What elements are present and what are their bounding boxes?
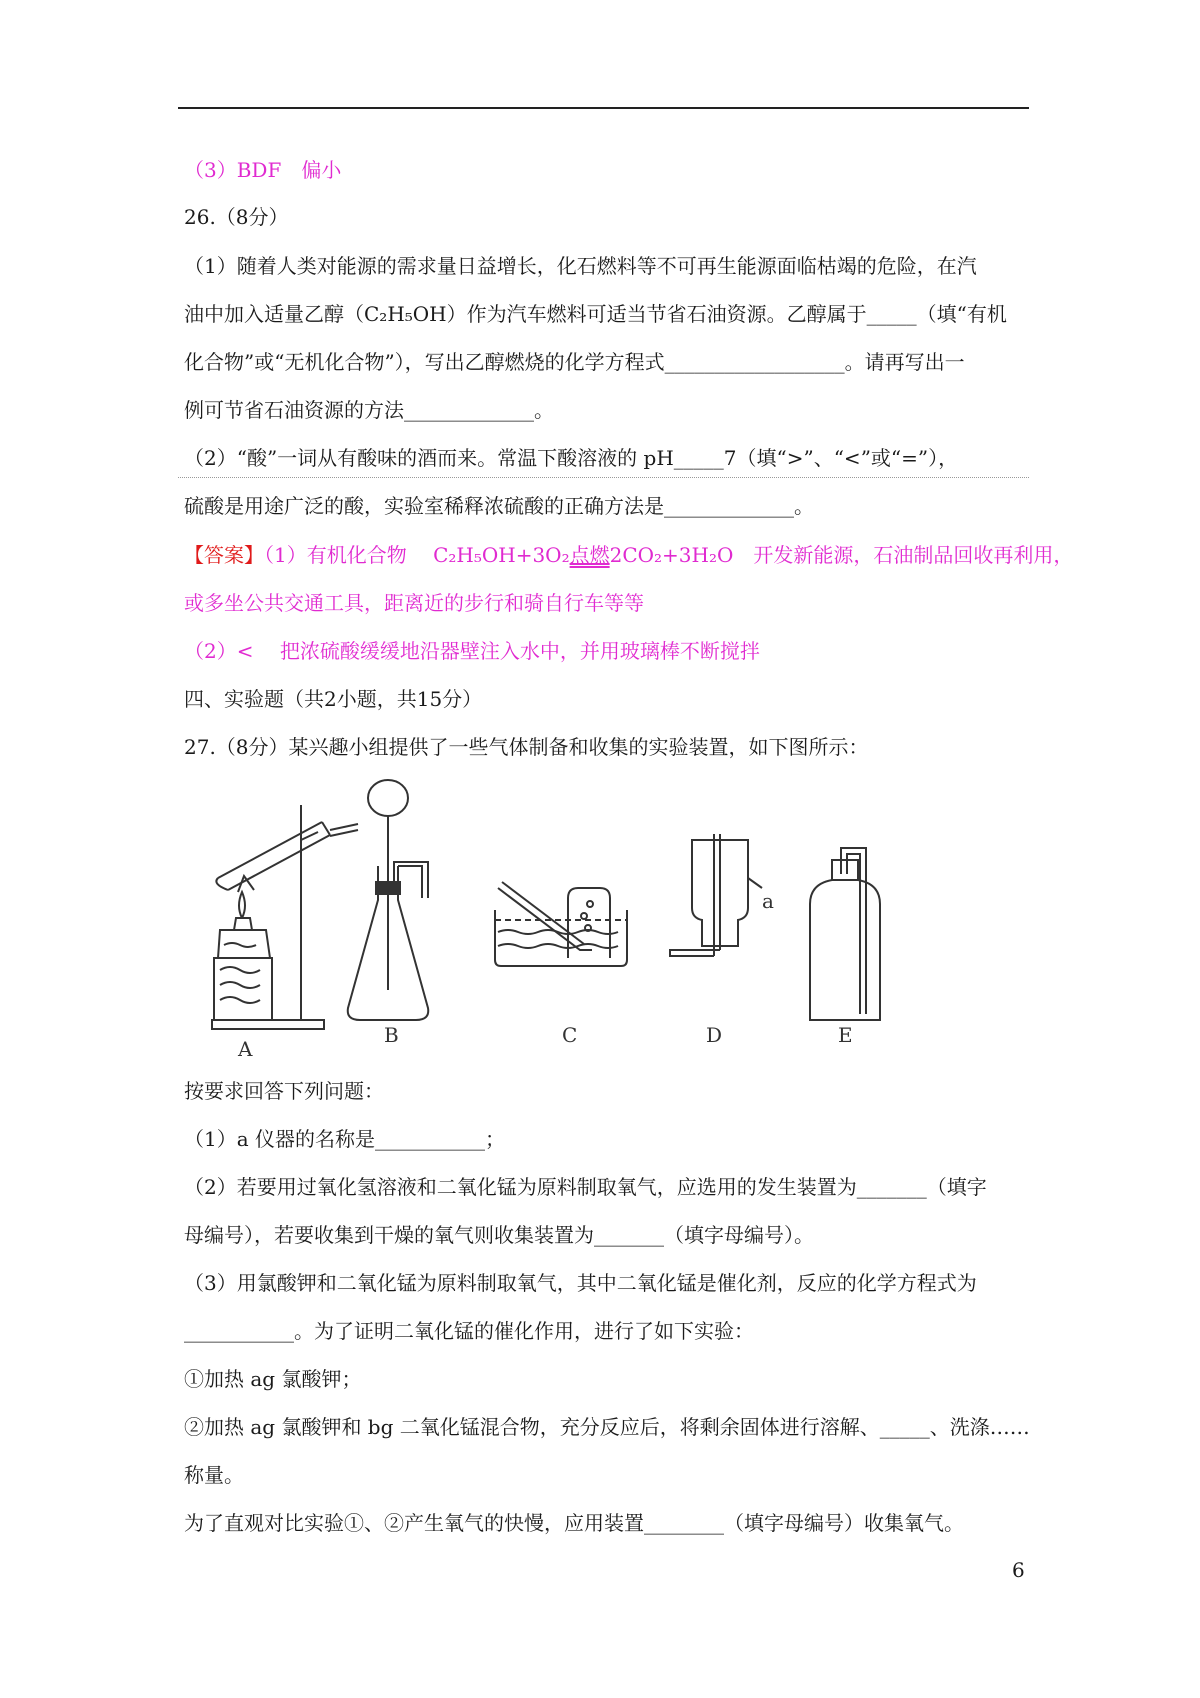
q27-compare: 为了直观对比实验①、②产生氧气的快慢，应用装置________（填字母编号）收集氧气。 — [184, 1511, 964, 1535]
q27-sub2-line2: 母编号），若要收集到干燥的氧气则收集装置为_______（填字母编号）。 — [184, 1223, 814, 1247]
apparatus-c — [495, 882, 627, 966]
reaction-condition: 点燃 — [569, 543, 610, 567]
figure-label-c: C — [562, 1023, 578, 1047]
apparatus-figure — [190, 770, 1030, 1060]
answer-1b: 2CO₂+3H₂O 开发新能源，石油制品回收再利用， — [609, 543, 1074, 567]
page-number: 6 — [1012, 1558, 1025, 1582]
figure-label-d: D — [706, 1023, 723, 1047]
q26-p1-line4: 例可节省石油资源的方法_____________。 — [184, 398, 554, 422]
q27-sub1: （1）a 仪器的名称是___________； — [184, 1127, 506, 1151]
figure-label-instrument-a: a — [762, 889, 774, 913]
answer-25-3: （3）BDF 偏小 — [184, 158, 342, 182]
apparatus-b — [348, 780, 429, 1020]
q27-sub3-line2: ___________。为了证明二氧化锰的催化作用，进行了如下实验： — [184, 1319, 754, 1343]
q27-experiment2-line1: ②加热 ag 氯酸钾和 bg 二氧化锰混合物，充分反应后，将剩余固体进行溶解、_____、洗涤…… — [184, 1415, 1030, 1439]
figure-label-b: B — [384, 1023, 399, 1047]
q27-prompt: 按要求回答下列问题： — [184, 1079, 384, 1103]
apparatus-a — [212, 805, 358, 1029]
section-4-heading: 四、实验题（共2小题，共15分） — [184, 687, 483, 711]
answer-tag: 【答案】 — [184, 543, 264, 567]
figure-label-a: A — [238, 1037, 253, 1060]
header-rule — [178, 107, 1029, 109]
q27-experiment2-line2: 称量。 — [184, 1463, 244, 1487]
q27-sub3-line1: （3）用氯酸钾和二氧化锰为原料制取氧气，其中二氧化锰是催化剂，反应的化学方程式为 — [184, 1271, 977, 1295]
q26-answer-line1 — [184, 541, 1073, 569]
dotted-separator — [178, 477, 1029, 478]
apparatus-d — [670, 834, 762, 956]
q26-heading: 26.（8分） — [184, 205, 289, 229]
figure-label-e: E — [838, 1023, 853, 1047]
q26-p1-line1: （1）随着人类对能源的需求量日益增长，化石燃料等不可再生能源面临枯竭的危险，在汽 — [184, 254, 977, 278]
apparatus-e — [810, 848, 880, 1020]
q27-sub2-line1: （2）若要用过氧化氢溶液和二氧化锰为原料制取氧气，应选用的发生装置为_______（填字 — [184, 1175, 987, 1199]
q26-answer-line2: 或多坐公共交通工具，距离近的步行和骑自行车等等 — [184, 591, 644, 615]
q26-p2-line1: （2）“酸”一词从有酸味的酒而来。常温下酸溶液的 pH_____7（填“>”、“<”或“=”）， — [184, 446, 959, 470]
q26-p1-line3: 化合物”或“无机化合物”），写出乙醇燃烧的化学方程式__________________。请再写出一 — [184, 350, 965, 374]
q27-experiment1: ①加热 ag 氯酸钾； — [184, 1367, 362, 1391]
q26-answer-line3: （2）< 把浓硫酸缓缓地沿器壁注入水中，并用玻璃棒不断搅拌 — [184, 639, 760, 663]
q26-p1-line2: 油中加入适量乙醇（C₂H₅OH）作为汽车燃料可适当节省石油资源。乙醇属于_____（填“有机 — [184, 302, 1007, 326]
q26-p2-line2: 硫酸是用途广泛的酸，实验室稀释浓硫酸的正确方法是_____________。 — [184, 494, 814, 518]
q27-heading: 27.（8分）某兴趣小组提供了一些气体制备和收集的实验装置，如下图所示： — [184, 735, 869, 759]
answer-1a: （1）有机化合物 C₂H₅OH+3O₂ — [264, 543, 570, 567]
